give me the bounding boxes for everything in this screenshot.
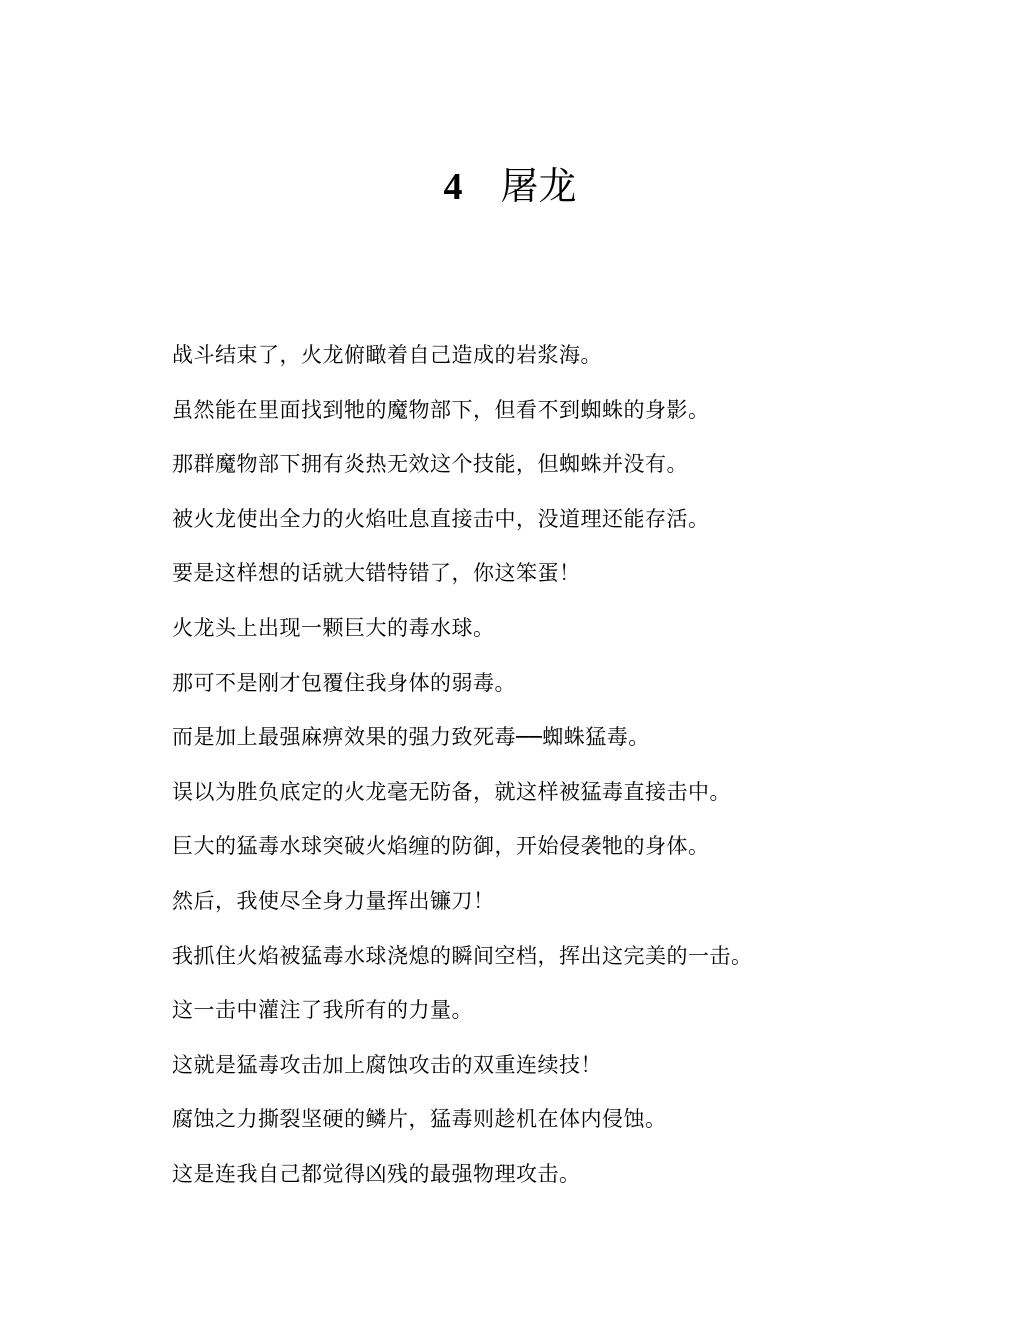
chapter-title: 屠龙 xyxy=(500,164,577,208)
paragraph: 要是这样想的话就大错特错了，你这笨蛋！ xyxy=(172,561,581,586)
paragraph: 虽然能在里面找到牠的魔物部下，但看不到蜘蛛的身影。 xyxy=(172,397,710,422)
paragraph: 而是加上最强麻痹效果的强力致死毒──蜘蛛猛毒。 xyxy=(172,725,650,750)
paragraph: 误以为胜负底定的火龙毫无防备，就这样被猛毒直接击中。 xyxy=(172,779,731,804)
paragraph: 那群魔物部下拥有炎热无效这个技能，但蜘蛛并没有。 xyxy=(172,452,688,477)
chapter-heading xyxy=(0,160,1020,213)
paragraph: 这就是猛毒攻击加上腐蚀攻击的双重连续技！ xyxy=(172,1052,602,1077)
paragraph: 我抓住火焰被猛毒水球浇熄的瞬间空档，挥出这完美的一击。 xyxy=(172,943,753,968)
paragraph: 战斗结束了，火龙俯瞰着自己造成的岩浆海。 xyxy=(172,343,602,367)
paragraph: 火龙头上出现一颗巨大的毒水球。 xyxy=(172,615,495,640)
paragraph: 被火龙使出全力的火焰吐息直接击中，没道理还能存活。 xyxy=(172,506,710,531)
paragraph: 巨大的猛毒水球突破火焰缠的防御，开始侵袭牠的身体。 xyxy=(172,834,710,859)
paragraph: 这是连我自己都觉得凶残的最强物理攻击。 xyxy=(172,1161,581,1186)
paragraph: 那可不是刚才包覆住我身体的弱毒。 xyxy=(172,670,516,695)
chapter-body xyxy=(172,339,872,1213)
paragraph: 这一击中灌注了我所有的力量。 xyxy=(172,998,473,1023)
paragraph: 腐蚀之力撕裂坚硬的鳞片，猛毒则趁机在体内侵蚀。 xyxy=(172,1107,667,1132)
paragraph: 然后，我使尽全身力量挥出镰刀！ xyxy=(172,888,495,913)
chapter-number: 4 xyxy=(443,166,463,208)
